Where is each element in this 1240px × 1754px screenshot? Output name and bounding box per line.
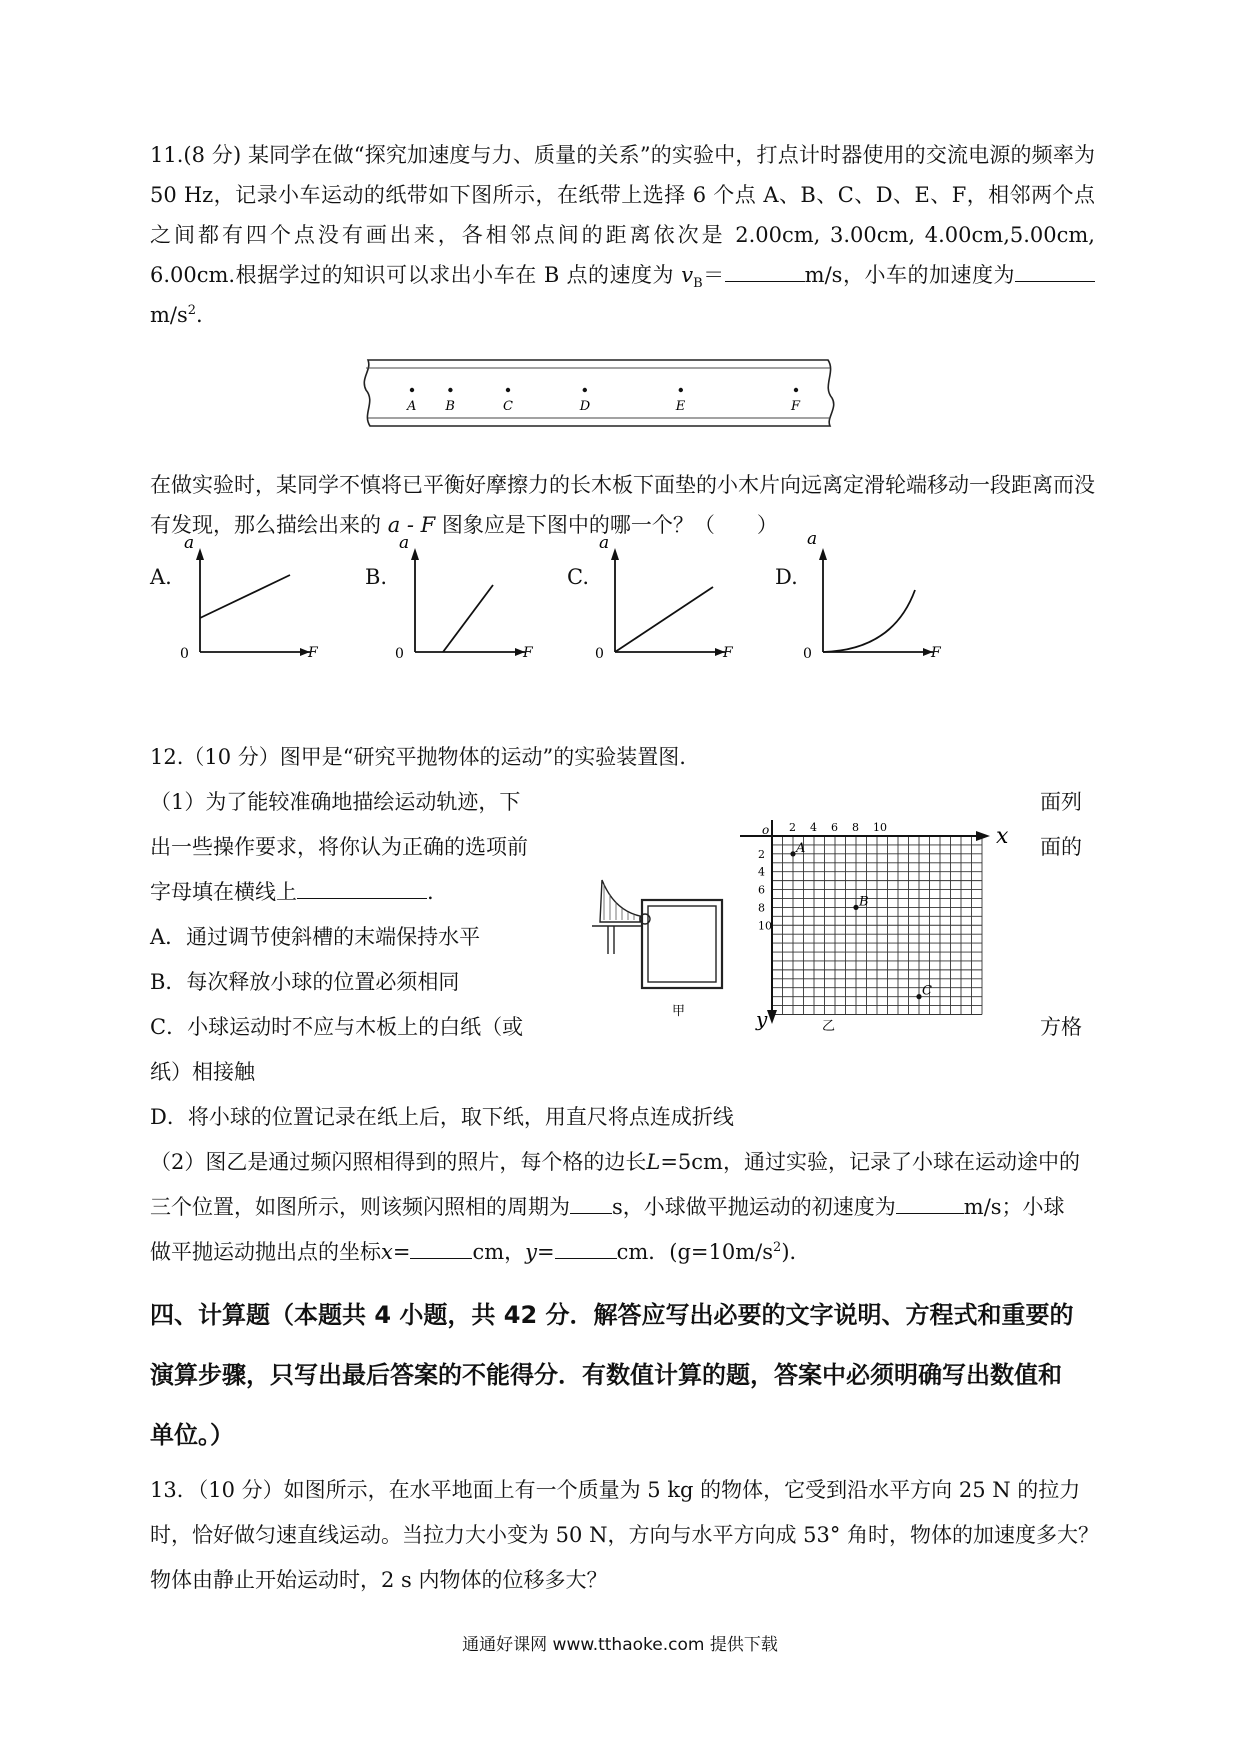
cm-1: cm， xyxy=(472,1240,526,1264)
q12-option-c-line2: 纸）相接触 xyxy=(150,1060,255,1084)
fig-jia-label: 甲 xyxy=(672,1004,686,1019)
q12-option-a: A．通过调节使斜槽的末端保持水平 xyxy=(150,925,481,949)
vb-subscript: B xyxy=(693,276,703,292)
option-a-label[interactable]: A. xyxy=(150,565,172,589)
period: . xyxy=(196,303,203,327)
equals-y: = xyxy=(537,1240,555,1264)
unit-velocity: m/s，小车的加速度为 xyxy=(804,263,1015,287)
equals-x: = xyxy=(392,1240,411,1264)
tape-point-B xyxy=(448,388,452,392)
q12-p2-line2c: m/s；小球 xyxy=(963,1195,1065,1219)
grid-x-tick-6: 6 xyxy=(831,821,838,834)
q12-option-c-line1: C．小球运动时不应与木板上的白纸（或 xyxy=(150,1015,524,1039)
grid-y-tick-4: 4 xyxy=(758,865,765,879)
a-F-label: a - F xyxy=(387,513,436,537)
grid-point-label-C: C xyxy=(922,983,932,999)
graph-c-ylabel: a xyxy=(599,533,610,553)
grid-point-C xyxy=(916,994,921,999)
q11-part2 xyxy=(150,465,1095,545)
graph-b-xlabel: F xyxy=(523,645,533,661)
graph-option-b[interactable] xyxy=(385,533,535,665)
graph-a-xlabel: F xyxy=(308,645,318,661)
grid-x-tick-4: 4 xyxy=(810,821,817,834)
graph-b-line xyxy=(443,585,493,652)
grid-point-B xyxy=(853,905,858,910)
q12-p2-end: )． xyxy=(781,1240,811,1264)
grid-x-tick-2: 2 xyxy=(789,821,796,834)
grid-point-label-B: B xyxy=(859,894,869,910)
option-b-label[interactable]: B. xyxy=(365,565,388,589)
q11-part2-text: 在做实验时，某同学不慎将已平衡好摩擦力的长木板下面垫的小木片向远离定滑轮端移动一段距离而没有发现，那么描绘出来的 xyxy=(150,473,1095,537)
x-coordinate-answer-blank[interactable] xyxy=(410,1238,472,1259)
apparatus-figure xyxy=(590,870,740,1020)
q12-p2-line2 xyxy=(150,1187,1065,1227)
grid-y-tick-6: 6 xyxy=(758,883,765,897)
graph-option-c[interactable] xyxy=(585,533,735,665)
option-c-label[interactable]: C. xyxy=(567,565,589,589)
graph-b-ylabel: a xyxy=(399,533,410,553)
unit-acceleration: m/s xyxy=(150,303,188,327)
superscript-2: 2 xyxy=(187,303,197,318)
q12-options-answer-blank[interactable] xyxy=(297,878,427,899)
paper-tape-figure xyxy=(360,352,840,434)
acceleration-answer-blank[interactable] xyxy=(1015,261,1095,282)
q12-p2-line3a: 做平抛运动抛出点的坐标 xyxy=(150,1240,381,1264)
q12-title: 12.（10 分）图甲是“研究平抛物体的运动”的实验装置图. xyxy=(150,745,686,769)
graph-option-d[interactable] xyxy=(793,529,943,665)
tape-point-D xyxy=(583,388,587,392)
grid-y-tick-8: 8 xyxy=(758,901,765,915)
grid-y-tick-10: 10 xyxy=(758,919,772,933)
vb-symbol: v xyxy=(681,263,694,287)
q12-p2-line2a: 三个位置，如图所示，则该频闪照相的周期为 xyxy=(150,1195,570,1219)
grid-point-label-A: A xyxy=(796,840,806,856)
grid-x-axis-label: x xyxy=(996,824,1009,849)
initial-velocity-answer-blank[interactable] xyxy=(896,1193,964,1214)
tape-label-D: D xyxy=(579,399,591,414)
graph-b-origin: 0 xyxy=(395,646,404,662)
q13-line3: 物体由静止开始运动时，2 s 内物体的位移多大？ xyxy=(150,1568,608,1592)
graph-option-a[interactable] xyxy=(170,533,320,665)
graph-a-line xyxy=(200,575,290,618)
cm-2: cm．(g=10m/s xyxy=(616,1240,774,1264)
q11-text xyxy=(150,135,1095,335)
q12-L-symbol: L xyxy=(646,1150,661,1174)
graph-d-ylabel: a xyxy=(807,529,818,549)
q12-p2-line1b: =5cm，通过实验，记录了小球在运动途中的 xyxy=(660,1150,1080,1174)
vb-answer-blank[interactable] xyxy=(725,261,805,282)
g-superscript-2: 2 xyxy=(773,1240,782,1255)
graph-c-xlabel: F xyxy=(723,645,733,661)
tape-label-B: B xyxy=(445,399,455,414)
graph-c-origin: 0 xyxy=(595,646,604,662)
graph-d-origin: 0 xyxy=(803,646,812,662)
q12-x-symbol: x xyxy=(381,1240,393,1264)
grid-origin-label: o xyxy=(762,823,770,837)
grid-figure xyxy=(730,808,1020,1038)
q12-p1-line2: 出一些操作要求，将你认为正确的选项前 xyxy=(150,835,528,859)
tape-point-C xyxy=(506,388,510,392)
q12-option-d: D．将小球的位置记录在纸上后，取下纸，用直尺将点连成折线 xyxy=(150,1105,734,1129)
q12-p2-line3 xyxy=(150,1232,811,1272)
q13-line1: 13．（10 分）如图所示，在水平地面上有一个质量为 5 kg 的物体，它受到沿水平方向 25 N 的拉力 xyxy=(150,1478,1081,1502)
y-coordinate-answer-blank[interactable] xyxy=(555,1238,617,1259)
q12-p2-line2b: s，小球做平抛运动的初速度为 xyxy=(612,1195,896,1219)
tape-label-E: E xyxy=(675,399,686,414)
equals-sign: ＝ xyxy=(702,263,725,287)
q12-right-line3: 方格 xyxy=(1040,1015,1082,1039)
q12-p2-line1 xyxy=(150,1142,1080,1182)
period-answer-blank[interactable] xyxy=(570,1193,612,1214)
grid-x-tick-10: 10 xyxy=(873,821,887,834)
tape-label-C: C xyxy=(503,399,513,414)
fig-yi-label: 乙 xyxy=(822,1019,836,1034)
page-footer: 通通好课网 www.tthaoke.com 提供下载 xyxy=(462,1635,778,1655)
q12-p2-line1a: （2）图乙是通过频闪照相得到的照片，每个格的边长 xyxy=(150,1150,647,1174)
q11-intro: 11.(8 分) 某同学在做“探究加速度与力、质量的关系”的实验中，打点计时器使用的交流电源的频率为 50 Hz，记录小车运动的纸带如下图所示，在纸带上选择 6 个点 A、B、C、D、E、F，相邻两个点之间都有四个点没有画出来，各相邻点间的距离依次是 2.00cm, 3.00cm, 4.00cm,5.00cm, 6.00cm.根据学过的知识可以求出小车在 B 点的速度为 xyxy=(150,143,1095,287)
grid-point-A xyxy=(790,851,795,856)
tape-label-A: A xyxy=(407,399,417,414)
graph-a-ylabel: a xyxy=(184,533,195,553)
section4-line1: 四、计算题（本题共 4 小题，共 42 分．解答应写出必要的文字说明、方程式和重要的 xyxy=(150,1301,1074,1329)
graph-c-line xyxy=(615,587,713,652)
section4-line2: 演算步骤，只写出最后答案的不能得分．有数值计算的题，答案中必须明确写出数值和 xyxy=(150,1361,1062,1389)
graph-d-curve xyxy=(823,590,915,652)
q11-part2-end: 图象应是下图中的哪一个？（ ） xyxy=(441,513,778,537)
q12-option-b: B．每次释放小球的位置必须相同 xyxy=(150,970,460,994)
q12-p1-line3: 字母填在横线上 . xyxy=(150,880,434,904)
option-d-label[interactable]: D. xyxy=(775,565,798,589)
tape-point-F xyxy=(794,388,798,392)
grid-y-tick-2: 2 xyxy=(758,847,765,861)
graph-d-xlabel: F xyxy=(931,645,941,661)
graph-a-origin: 0 xyxy=(180,646,189,662)
grid-x-tick-8: 8 xyxy=(852,821,859,834)
q13-line2: 时，恰好做匀速直线运动。当拉力大小变为 50 N，方向与水平方向成 53° 角时，物体的加速度多大？ xyxy=(150,1523,1100,1547)
tape-point-E xyxy=(679,388,683,392)
q12-p1-line3-text: 字母填在横线上 xyxy=(150,880,297,904)
q12-right-line2: 面的 xyxy=(1040,835,1082,859)
section4-line3: 单位。） xyxy=(150,1421,234,1449)
q12-y-symbol: y xyxy=(525,1240,538,1264)
grid-y-axis-label: y xyxy=(756,1007,768,1031)
q12-right-line1: 面列 xyxy=(1040,790,1082,814)
tape-label-F: F xyxy=(791,399,801,414)
tape-point-A xyxy=(410,388,414,392)
q12-p1-line1: （1）为了能较准确地描绘运动轨迹，下 xyxy=(150,790,521,814)
